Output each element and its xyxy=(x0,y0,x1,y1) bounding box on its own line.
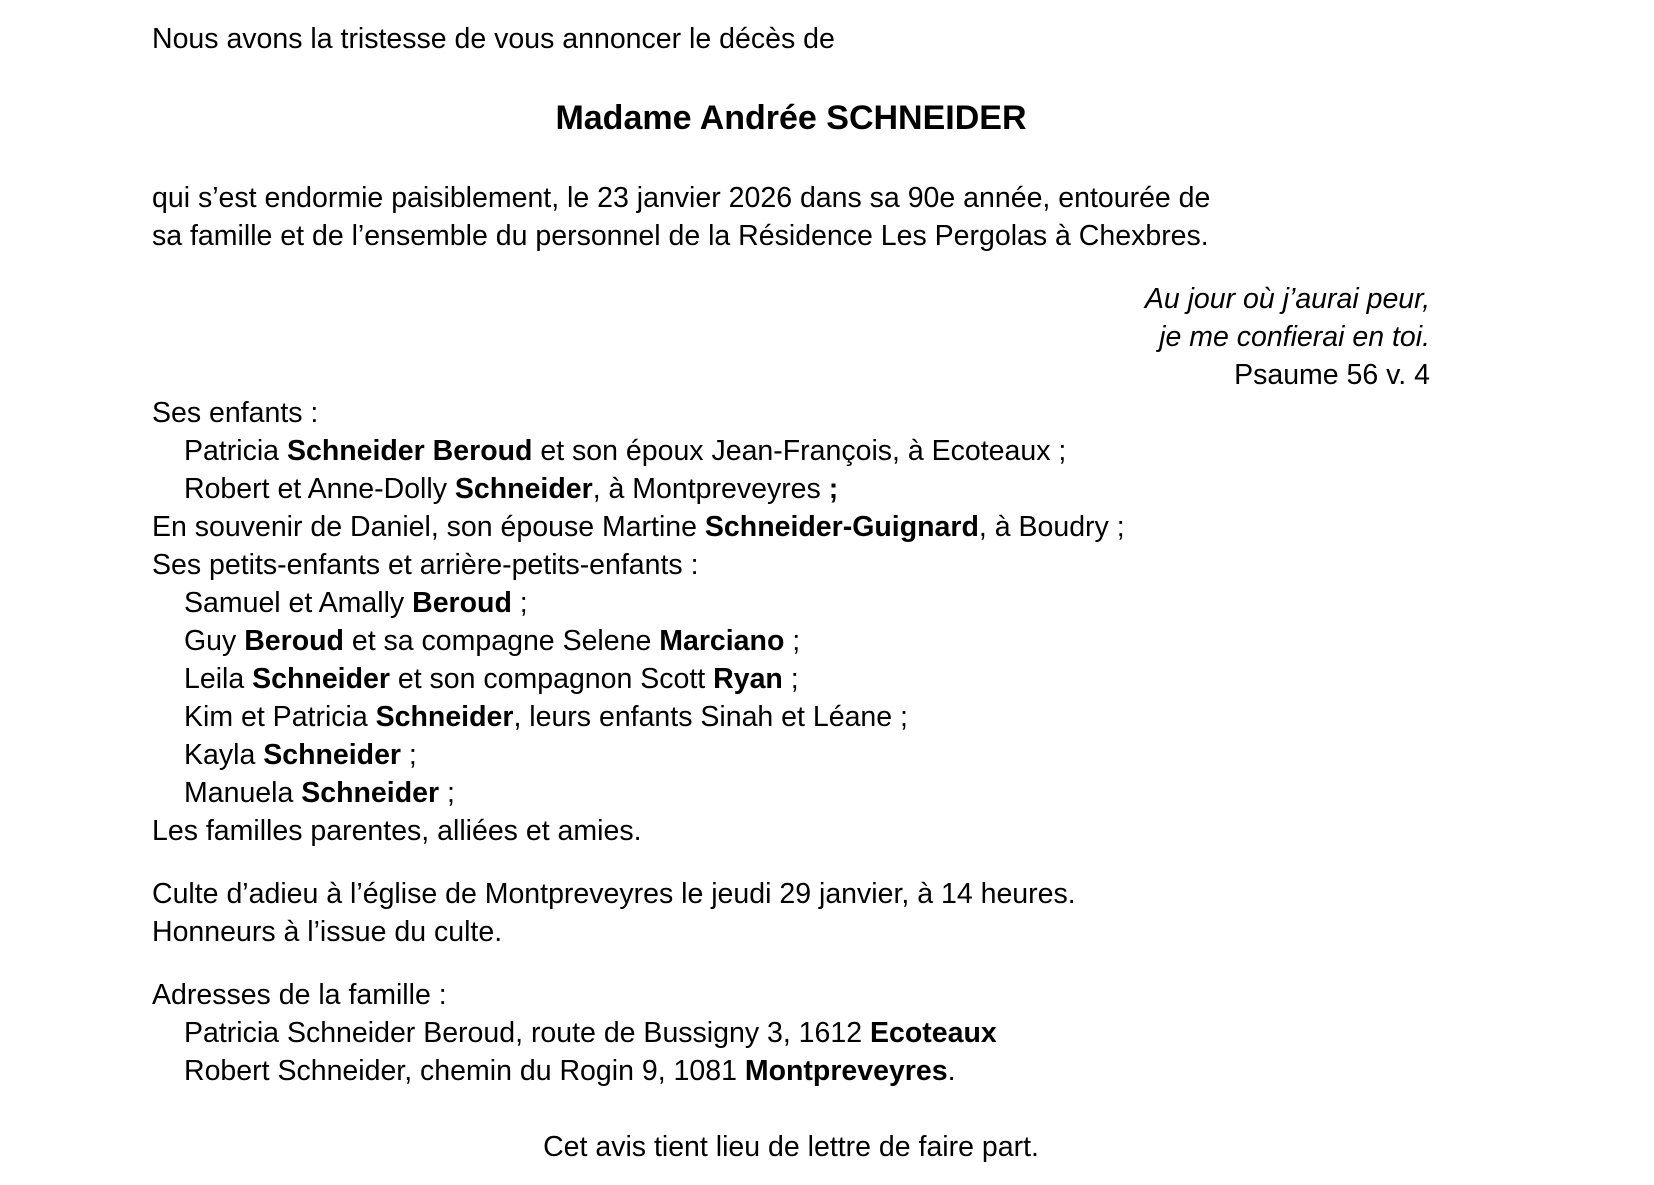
text-segment: Manuela xyxy=(184,777,302,809)
text-segment: En souvenir de Daniel, son épouse Martine xyxy=(152,511,705,543)
bold-text-segment: Montpreveyres xyxy=(744,1055,948,1087)
bold-text-segment: Marciano xyxy=(659,625,785,657)
bold-text-segment: Beroud xyxy=(412,587,512,619)
text-segment: . xyxy=(947,1055,956,1087)
document-line xyxy=(152,584,1430,622)
document-line xyxy=(152,280,1430,318)
document-line xyxy=(152,356,1430,394)
text-segment: Psaume 56 v. 4 xyxy=(1234,359,1430,391)
document-line xyxy=(152,1052,1430,1090)
document-line xyxy=(152,736,1430,774)
document-line xyxy=(152,1014,1430,1052)
blank-line xyxy=(152,141,1430,179)
blank-line xyxy=(152,951,1430,976)
bold-text-segment: Schneider xyxy=(454,473,593,505)
text-segment: je me confierai en toi. xyxy=(1159,321,1430,353)
text-segment: Honneurs à l’issue du culte. xyxy=(152,916,503,948)
text-segment: Nous avons la tristesse de vous annoncer le décès de xyxy=(152,23,835,55)
blank-line xyxy=(152,850,1430,875)
bold-text-segment: ; xyxy=(828,473,839,505)
text-segment: Robert Schneider, chemin du Rogin 9, 1081 xyxy=(184,1055,745,1087)
document-line xyxy=(152,432,1430,470)
document-line xyxy=(152,470,1430,508)
text-segment: Les familles parentes, alliées et amies. xyxy=(152,815,642,847)
document-line xyxy=(152,976,1430,1014)
text-segment: et sa compagne Selene xyxy=(343,625,660,657)
text-segment: Patricia Schneider Beroud, route de Bussigny 3, 1612 xyxy=(184,1017,871,1049)
bold-text-segment: Schneider xyxy=(252,663,390,695)
deceased-name-title xyxy=(152,96,1430,141)
document-line xyxy=(152,875,1430,913)
text-segment: ; xyxy=(784,625,801,657)
document-line xyxy=(152,1128,1430,1166)
bold-text-segment: Schneider xyxy=(301,777,440,809)
document-line xyxy=(152,508,1430,546)
text-segment: qui s’est endormie paisiblement, le 23 janvier 2026 dans sa 90e année, entourée de xyxy=(152,182,1211,214)
document-line xyxy=(152,622,1430,660)
text-segment: Guy xyxy=(184,625,245,657)
text-segment: Adresses de la famille : xyxy=(152,979,447,1011)
document-line xyxy=(152,179,1430,217)
document-line xyxy=(152,660,1430,698)
bold-text-segment: Schneider Beroud xyxy=(286,435,533,467)
text-segment: ; xyxy=(782,663,799,695)
document-line xyxy=(152,318,1430,356)
text-segment: Patricia xyxy=(184,435,287,467)
document-line xyxy=(152,20,1430,58)
bold-text-segment: Ryan xyxy=(713,663,783,695)
bold-text-segment: Schneider xyxy=(375,701,514,733)
document-line xyxy=(152,217,1430,255)
text-segment: Ses petits-enfants et arrière-petits-enfants : xyxy=(152,549,699,581)
text-segment: et son époux Jean-François, à Ecoteaux ; xyxy=(532,435,1067,467)
text-segment: Au jour où j’aurai peur, xyxy=(1144,283,1430,315)
bold-text-segment: Schneider-Guignard xyxy=(704,511,979,543)
bold-text-segment: Schneider xyxy=(263,739,402,771)
text-segment: , à Montpreveyres xyxy=(592,473,829,505)
text-segment: Kim et Patricia xyxy=(184,701,376,733)
text-segment: ; xyxy=(401,739,417,771)
text-segment: Samuel et Amally xyxy=(184,587,413,619)
text-segment: Culte d’adieu à l’église de Montpreveyres le jeudi 29 janvier, à 14 heures. xyxy=(152,878,1076,910)
document-line xyxy=(152,774,1430,812)
bold-text-segment: Madame Andrée SCHNEIDER xyxy=(555,99,1027,137)
blank-line xyxy=(152,1090,1430,1128)
text-segment: , leurs enfants Sinah et Léane ; xyxy=(513,701,908,733)
text-segment: Ses enfants : xyxy=(152,397,319,429)
document-line xyxy=(152,812,1430,850)
bold-text-segment: Ecoteaux xyxy=(870,1017,997,1049)
document-line xyxy=(152,698,1430,736)
text-segment: sa famille et de l’ensemble du personnel de la Résidence Les Pergolas à Chexbres. xyxy=(152,220,1209,252)
document-line xyxy=(152,913,1430,951)
text-segment: ; xyxy=(439,777,455,809)
text-segment: Kayla xyxy=(184,739,264,771)
blank-line xyxy=(152,58,1430,96)
text-segment: et son compagnon Scott xyxy=(389,663,714,695)
bold-text-segment: Beroud xyxy=(244,625,344,657)
document-line xyxy=(152,394,1430,432)
document-line xyxy=(152,546,1430,584)
text-segment: Cet avis tient lieu de lettre de faire part. xyxy=(543,1131,1039,1163)
text-segment: , à Boudry ; xyxy=(978,511,1125,543)
text-segment: Leila xyxy=(184,663,253,695)
text-segment: ; xyxy=(511,587,528,619)
text-segment: Robert et Anne-Dolly xyxy=(184,473,455,505)
blank-line xyxy=(152,255,1430,280)
